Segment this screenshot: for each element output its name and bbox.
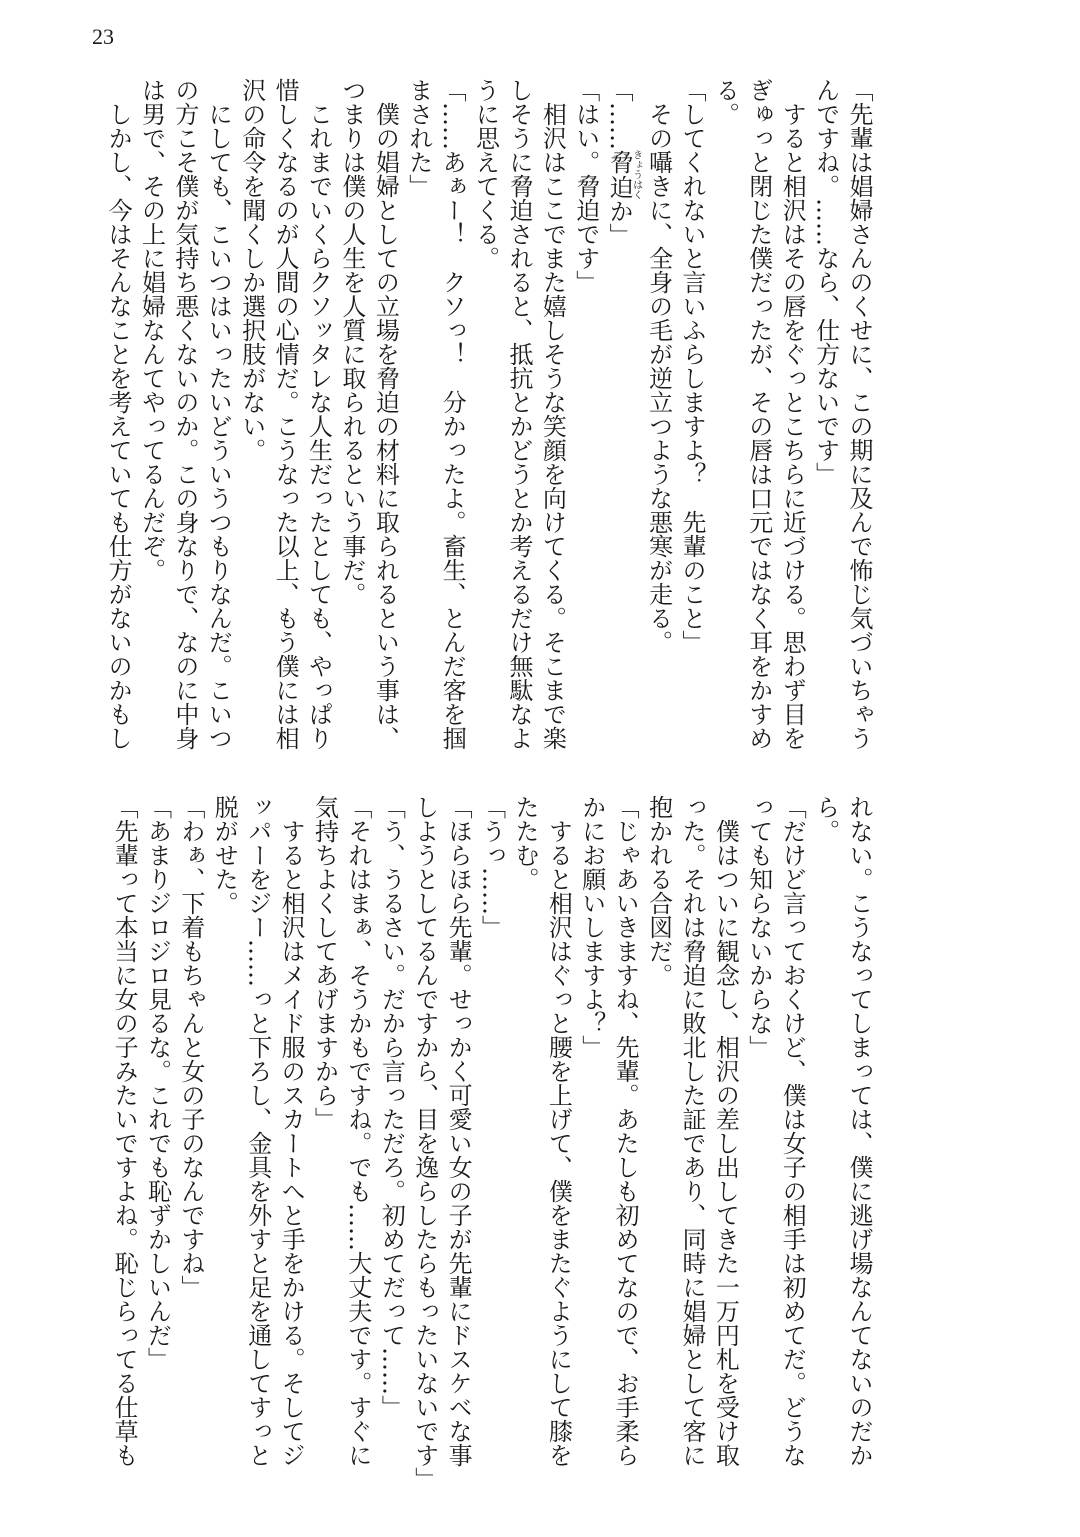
text-column: 「……あぁー！ クソっ！ 分かったよ。畜生、とんだ客を掴: [438, 78, 467, 750]
text-column: しかし、今はそんなことを考えていても仕方がないのかもし: [104, 78, 133, 750]
text-column: しようとしてるんですから、目を逸らしたらもったいないです」: [410, 795, 439, 1491]
text-column: にしても、こいつはいったいどういうつもりなんだ。こいつ: [204, 78, 233, 750]
text-column: 「だけど言っておくけど、僕は女子の相手は初めてだ。どうな: [778, 795, 807, 1467]
text-column: んですね。……なら、仕方ないです」: [811, 78, 840, 486]
text-column: 気持ちよくしてあげますから」: [310, 795, 339, 1131]
text-column: 僕はついに観念し、相沢の差し出してきた一万円札を受け取: [711, 795, 740, 1467]
text-column: これまでいくらクソッタレな人生だったとしても、やっぱり: [304, 78, 333, 750]
text-column: 「わぁ、下着もちゃんと女の子のなんですね」: [176, 795, 205, 1299]
page-number: 23: [92, 24, 114, 49]
text-column: 「はい。脅迫です」: [571, 78, 600, 294]
text-column: れない。こうなってしまっては、僕に逃げ場なんてないのだか: [845, 795, 873, 1467]
text-column: 沢の命令を聞くしか選択肢がない。: [237, 78, 266, 462]
text-column: 脱がせた。: [210, 795, 239, 915]
text-column: つまりは僕の人生を人質に取られるという事だ。: [337, 78, 366, 606]
ruby-base: 脅迫: [605, 149, 634, 200]
text-column: ら。: [811, 795, 840, 843]
furigana: きょうはく: [630, 149, 642, 200]
text-column: 相沢はここでまた嬉しそうな笑顔を向けてくる。そこまで楽: [538, 78, 567, 750]
text-column: しそうに脅迫されると、抵抗とかどうとか考えるだけ無駄なよ: [504, 78, 533, 750]
text-column: 「うっ……」: [477, 795, 506, 939]
text-column: 「してくれないと言いふらしますよ？ 先輩のこと」: [677, 78, 706, 654]
text-column: すると相沢はぐっと腰を上げて、僕をまたぐようにして膝を: [544, 795, 573, 1467]
text-block-upper: [101, 78, 875, 768]
ruby-word: [605, 149, 642, 200]
text-column: の方こそ僕が気持ち悪くないのか。この身なりで、なのに中身: [170, 78, 199, 750]
text-column: 「それはまぁ、そうかもですね。でも……大丈夫です。すぐに: [343, 795, 372, 1467]
text-segment: 「……: [605, 78, 634, 150]
text-block-lower: [107, 795, 875, 1491]
text-column: る。: [711, 78, 740, 126]
text-column: は男で、その上に娼婦なんてやってるんだぞ。: [137, 78, 166, 582]
text-column: った。それは脅迫に敗北した証であり、同時に娼婦として客に: [677, 795, 706, 1467]
text-column: 「先輩は娼婦さんのくせに、この期に及んで怖じ気づいちゃう: [845, 78, 873, 750]
text-column: すると相沢はメイド服のスカートへと手をかける。そしてジ: [277, 795, 306, 1467]
text-column: すると相沢はその唇をぐっとこちらに近づける。思わず目を: [778, 78, 807, 750]
text-segment: か」: [605, 199, 634, 247]
text-column: 「先輩って本当に女の子みたいですよね。恥じらってる仕草も: [110, 795, 139, 1467]
text-column: 「じゃあいきますね、先輩。あたしも初めてなので、お手柔ら: [611, 795, 640, 1467]
text-column: 惜しくなるのが人間の心情だ。こうなった以上、もう僕には相: [271, 78, 300, 750]
text-column: 僕の娼婦としての立場を脅迫の材料に取られるという事は、: [371, 78, 400, 750]
text-column: かにお願いしますよ？」: [577, 795, 606, 1059]
text-column: ッパーをジー……っと下ろし、金具を外すと足を通してすっと: [243, 795, 272, 1467]
text-column: たたむ。: [510, 795, 539, 891]
text-column: っても知らないからな」: [744, 795, 773, 1059]
text-column: その囁きに、全身の毛が逆立つような悪寒が走る。: [644, 78, 673, 654]
text-column: 抱かれる合図だ。: [644, 795, 673, 987]
text-column: 「ほらほら先輩。せっかく可愛い女の子が先輩にドスケベな事: [444, 795, 473, 1467]
text-column: 「う、うるさい。だから言っただろ。初めてだって……」: [377, 795, 406, 1419]
text-column: [602, 78, 641, 768]
text-column: まされた」: [404, 78, 433, 198]
text-column: ぎゅっと閉じた僕だったが、その唇は口元ではなく耳をかすめ: [744, 78, 773, 750]
text-column: うに思えてくる。: [471, 78, 500, 270]
text-column: 「あまりジロジロ見るな。これでも恥ずかしいんだ」: [143, 795, 172, 1371]
